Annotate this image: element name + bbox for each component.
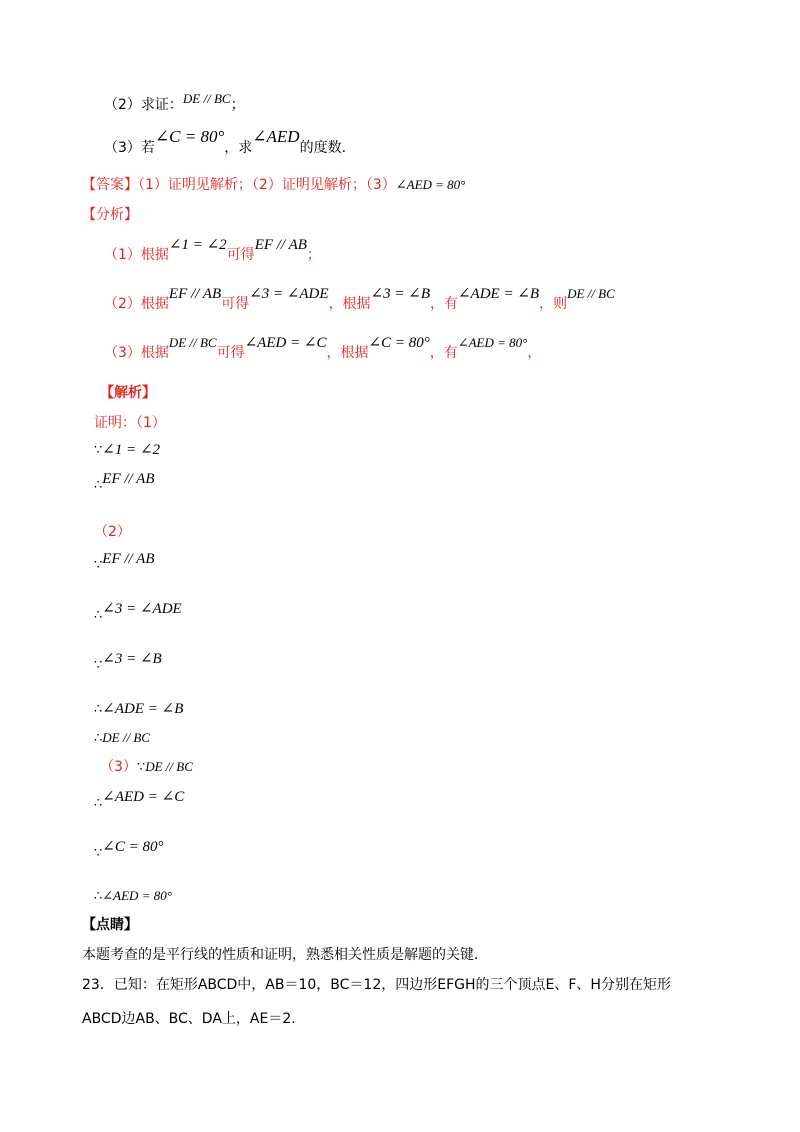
proof-step-7: [94, 731, 150, 745]
answer-bracket: 【答案】: [82, 177, 138, 193]
question-3-math-1: ∠C = 80°: [154, 127, 225, 146]
analysis-1-text-2: ；: [306, 247, 321, 263]
analysis-2-text-4: ，则: [539, 296, 568, 312]
proof-step-2-math: EF // AB: [102, 471, 155, 487]
because-symbol: ∵: [94, 658, 103, 673]
proof-step-1: [94, 443, 160, 458]
question-3-math-2: ∠AED: [252, 127, 300, 146]
proof-step-10: [94, 839, 164, 861]
proof-step-3: [94, 551, 155, 573]
analysis-2-label: （2）根据: [104, 296, 169, 312]
analysis-3-math-4: ∠AED = 80°: [457, 335, 528, 350]
question-2-line: [104, 91, 245, 113]
analysis-3-text-3: ，有: [429, 345, 458, 361]
analysis-3-label: （3）根据: [104, 345, 169, 361]
question-2-math: DE // BC: [182, 91, 231, 106]
proof-step-8-math: DE // BC: [145, 759, 193, 774]
therefore-symbol: ∴: [94, 731, 103, 746]
because-symbol: ∵: [136, 760, 146, 775]
proof-step-1-math: ∠1 = ∠2: [102, 442, 161, 458]
therefore-symbol: ∴: [94, 702, 103, 717]
analysis-3-text-2: ，根据: [326, 345, 369, 361]
proof-part-2: （2）: [94, 524, 131, 540]
question-3-line: [104, 127, 347, 156]
analysis-3-text-4: ，: [527, 345, 542, 361]
proof-step-10-math: ∠C = 80°: [102, 839, 164, 855]
analysis-2-math-4: ∠ADE = ∠B: [457, 286, 540, 302]
therefore-symbol: ∴: [94, 889, 103, 904]
analysis-2-math-5: DE // BC: [567, 286, 615, 301]
therefore-symbol: ∴: [94, 608, 103, 623]
analysis-3-math-2: ∠AED = ∠C: [244, 335, 327, 351]
analysis-2-line: [104, 286, 615, 312]
proof-step-5: [94, 651, 162, 673]
analysis-3-math-1: DE // BC: [168, 335, 217, 350]
analysis-2-text-3: ，有: [429, 296, 458, 312]
proof-step-5-math: ∠3 = ∠B: [102, 651, 162, 667]
comment-text: 本题考查的是平行线的性质和证明，熟悉相关性质是解题的关键．: [82, 947, 488, 963]
comment-heading: 【点睛】: [82, 917, 138, 933]
proof-part-3: （3）: [100, 759, 137, 775]
question-3-label: （3）若: [104, 140, 155, 156]
answer-line: [82, 178, 465, 192]
proof-step-4-math: ∠3 = ∠ADE: [102, 601, 182, 617]
proof-step-3-math: EF // AB: [102, 551, 155, 567]
because-symbol: ∵: [94, 846, 103, 861]
analysis-3-math-3: ∠C = 80°: [368, 335, 430, 351]
proof-step-11: [94, 889, 172, 903]
question-23-line-1: 23．已知：在矩形ABCD中，AB＝10，BC＝12，四边形EFGH的三个顶点E、F、H分别在矩形: [82, 977, 671, 993]
solution-heading: 【解析】: [100, 385, 156, 401]
answer-text: （1）证明见解析；（2）证明见解析；（3）: [138, 177, 396, 193]
therefore-symbol: ∴: [94, 478, 103, 493]
proof-step-9: [94, 789, 185, 811]
because-symbol: ∵: [94, 558, 103, 573]
analysis-1-line: [104, 237, 321, 263]
analysis-2-math-1: EF // AB: [168, 286, 222, 302]
proof-step-4: [94, 601, 182, 623]
question-2-tail: ；: [230, 97, 245, 113]
analysis-2-text-2: ，根据: [328, 296, 371, 312]
question-2-label: （2）求证：: [104, 97, 183, 113]
analysis-1-math-2: EF // AB: [254, 237, 307, 253]
question-23-line-2: ABCD边AB、BC、DA上，AE＝2．: [82, 1011, 306, 1027]
analysis-heading: 【分析】: [82, 207, 138, 223]
proof-step-11-math: ∠AED = 80°: [102, 888, 172, 903]
proof-step-2: [94, 471, 155, 493]
analysis-1-text-1: 可得: [226, 247, 255, 263]
proof-step-7-math: DE // BC: [102, 730, 150, 745]
question-3-mid: ，求: [224, 140, 253, 156]
proof-intro: 证明：（1）: [94, 415, 166, 431]
analysis-1-math-1: ∠1 = ∠2: [168, 237, 227, 253]
proof-step-9-math: ∠AED = ∠C: [102, 789, 185, 805]
proof-step-6-math: ∠ADE = ∠B: [102, 701, 184, 717]
question-3-tail: 的度数.: [299, 140, 347, 156]
proof-step-6: [94, 702, 183, 717]
analysis-3-text-1: 可得: [216, 345, 245, 361]
because-symbol: ∵: [94, 443, 103, 458]
analysis-2-text-1: 可得: [221, 296, 250, 312]
analysis-2-math-3: ∠3 = ∠B: [370, 286, 430, 302]
answer-math: ∠AED = 80°: [395, 177, 466, 192]
analysis-2-math-2: ∠3 = ∠ADE: [249, 286, 329, 302]
therefore-symbol: ∴: [94, 796, 103, 811]
analysis-3-line: [104, 335, 542, 361]
analysis-1-label: （1）根据: [104, 247, 169, 263]
proof-part-3-line: [100, 760, 193, 774]
